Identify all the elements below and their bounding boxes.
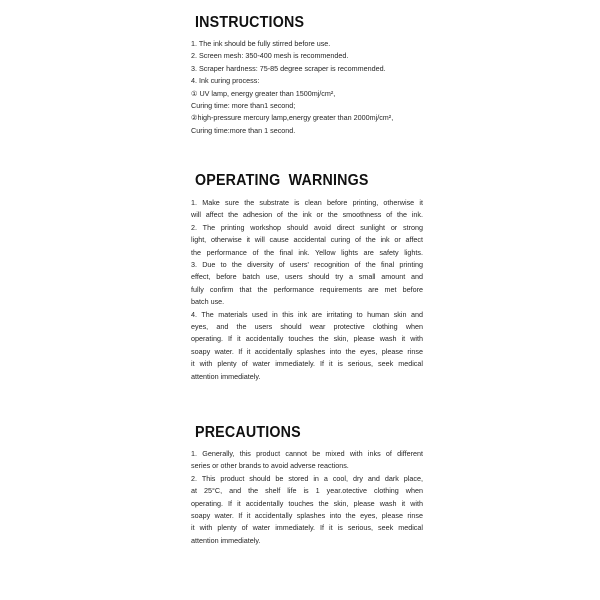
precaution-line: it with plenty of water immediately. If it is serious, seek medical — [191, 523, 423, 533]
instruction-line: 2. Screen mesh: 350-400 mesh is recommended. — [191, 51, 349, 61]
warning-line: will affect the adhesion of the ink or the smoothness of the ink. — [191, 210, 423, 220]
operating-warnings-section — [191, 172, 423, 383]
precaution-line: 2. This product should be stored in a cool, dry and dark place, — [191, 473, 423, 483]
instructions-heading: INSTRUCTIONS — [195, 14, 305, 31]
instruction-line: 1. The ink should be fully stirred before use. — [191, 39, 331, 48]
warning-line: the performance of the final ink. Yellow lights are safety lights. — [191, 247, 423, 257]
precaution-line: soapy water. If it accidentally splashes into the eyes, please rinse — [191, 511, 423, 521]
warning-line: 2. The printing workshop should avoid direct sunlight or strong — [191, 222, 423, 232]
warning-line: it with plenty of water immediately. If it is serious, seek medical — [191, 359, 423, 369]
precaution-line: series or other brands to avoid adverse reactions. — [191, 461, 349, 471]
instructions-list — [191, 38, 423, 137]
precautions-list — [191, 448, 423, 547]
warning-line: fully confirm that the performance requirements are met before — [191, 284, 423, 294]
precaution-line: at 25°C, and the shelf life is 1 year.otective clothing when — [191, 486, 423, 496]
warnings-list — [191, 197, 423, 383]
warning-line: 3. Due to the diversity of users' recognition of the final printing — [191, 260, 423, 270]
instruction-line: 3. Scraper hardness: 75-85 degree scraper is recommended. — [191, 63, 386, 73]
instructions-section — [191, 14, 423, 137]
warning-line: soapy water. If it accidentally splashes into the eyes, please rinse — [191, 346, 423, 356]
warning-line: eyes, and the users should wear protective clothing when — [191, 322, 423, 332]
warning-line: batch use. — [191, 297, 225, 307]
warning-line: light, otherwise it will cause accidental curing of the ink or affect — [191, 235, 423, 245]
warning-line: 4. The materials used in this ink are irritating to human skin and — [191, 309, 423, 319]
precaution-line: operating. If it accidentally touches the skin, please wash it with — [191, 498, 423, 508]
operating-warnings-heading: OPERATING WARNINGS — [195, 172, 369, 189]
precaution-line: 1. Generally, this product cannot be mixed with inks of different — [191, 449, 423, 458]
instruction-line: ②high-pressure mercury lamp,energy greater than 2000mj/cm², — [191, 113, 394, 123]
precautions-heading: PRECAUTIONS — [195, 424, 301, 441]
warning-line: operating. If it accidentally touches the skin, please wash it with — [191, 334, 423, 344]
instruction-line: Curing time: more than1 second; — [191, 101, 296, 111]
warning-line: attention immediately. — [191, 371, 261, 381]
warning-line: effect, before batch use, users should try a small amount and — [191, 272, 423, 282]
instruction-line: 4. Ink curing process: — [191, 76, 260, 86]
warning-line: 1. Make sure the substrate is clean before printing, otherwise it — [191, 198, 423, 207]
precautions-section — [191, 424, 423, 547]
precaution-line: attention immediately. — [191, 535, 261, 545]
instruction-line: Curing time:more than 1 second. — [191, 125, 296, 135]
instruction-line: ① UV lamp, energy greater than 1500mj/cm², — [191, 88, 336, 98]
